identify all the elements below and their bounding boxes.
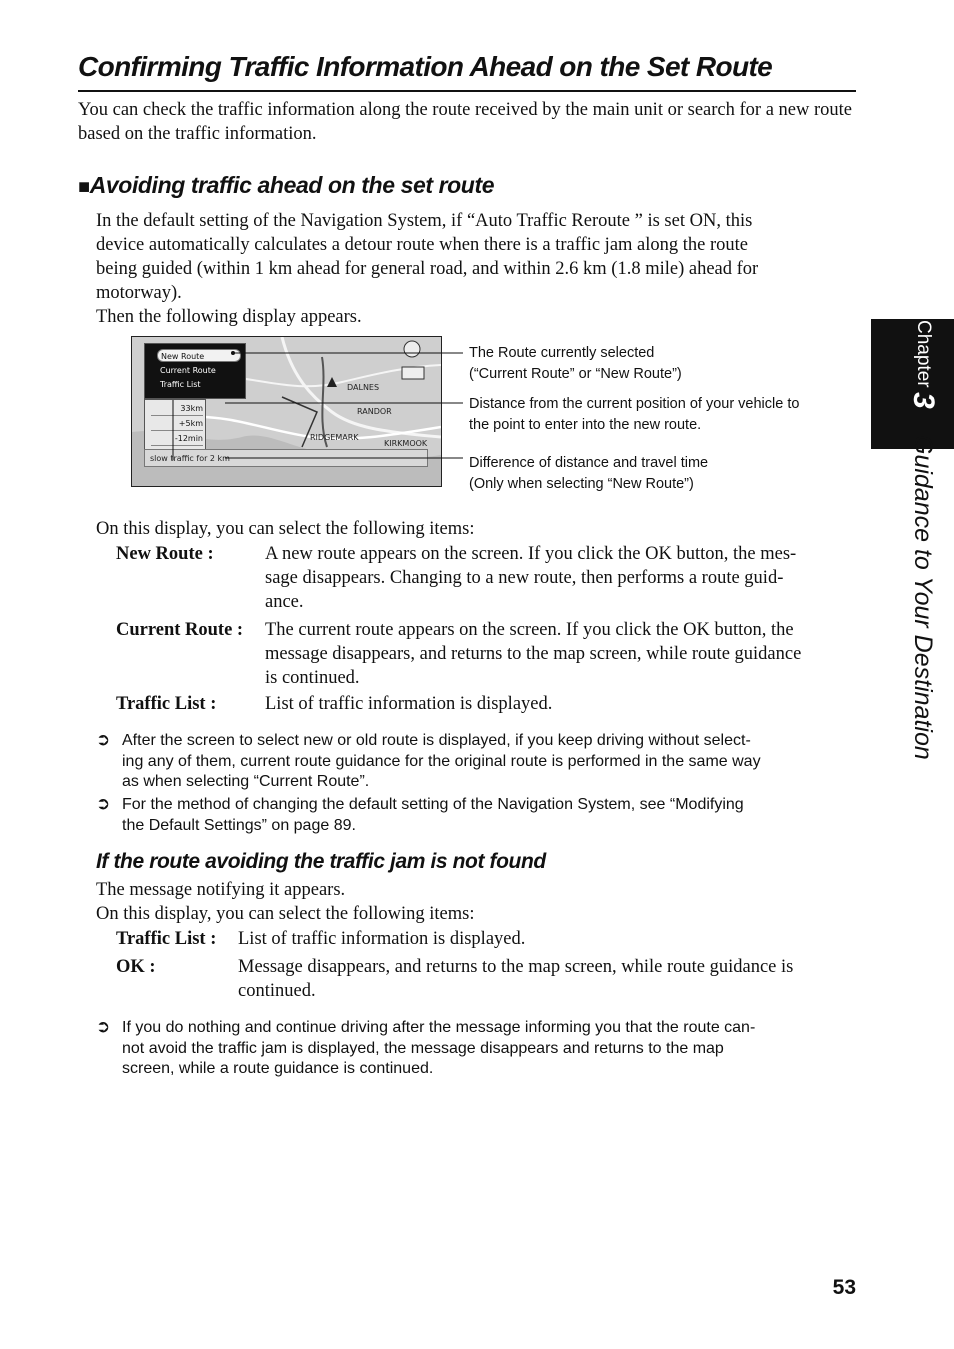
desc-line: sage disappears. Changing to a new route, then performs a route guid- — [265, 568, 784, 588]
callout-current-route — [469, 343, 849, 385]
map-label: RIDGEMARK — [310, 433, 359, 442]
callout-line: Distance from the current position of your vehicle to — [469, 396, 800, 412]
item-term: Traffic List : — [116, 694, 217, 714]
note-line: the Default Settings” on page 89. — [122, 816, 356, 834]
callout-distance — [469, 394, 859, 436]
distance-difference: +5km — [151, 417, 203, 431]
note — [122, 1018, 862, 1080]
chapter-title: Guidance to Your Destination — [909, 435, 937, 760]
chapter-tab-text — [880, 320, 940, 850]
note-line: For the method of changing the default setting of the Navigation System, see “Modifying — [122, 796, 744, 813]
intro-paragraph: You can check the traffic information along the route received by the main unit or search for a new route based on the traffic information. — [78, 100, 852, 144]
note-line: not avoid the traffic jam is displayed, the message disappears and returns to the map — [122, 1039, 724, 1057]
callout-difference — [469, 453, 849, 495]
item-current-route — [116, 618, 856, 692]
section-marker: ■ — [78, 176, 90, 198]
traffic-message-bar: slow traffic for 2 km — [144, 449, 428, 467]
select-intro: On this display, you can select the following items: — [96, 519, 475, 539]
paragraph-line: In the default setting of the Navigation System, if “Auto Traffic Reroute ” is set ON, this — [96, 211, 753, 231]
desc-line: A new route appears on the screen. If you click the OK button, the mes- — [265, 544, 797, 564]
callout-line: The Route currently selected — [469, 345, 655, 361]
subsection-line: The message notifying it appears. — [96, 880, 346, 900]
note-arrow-icon: ➲ — [96, 1017, 111, 1037]
menu-item-current-route[interactable]: Current Route — [160, 366, 216, 375]
paragraph-line: Then the following display appears. — [96, 307, 362, 327]
item-traffic-list-2 — [116, 927, 856, 955]
callout-line: (Only when selecting “New Route”) — [469, 476, 694, 492]
callout-line: (“Current Route” or “New Route”) — [469, 366, 682, 382]
item-term: OK : — [116, 957, 156, 977]
section1-paragraph — [96, 209, 866, 329]
subsection-heading: If the route avoiding the traffic jam is not found — [96, 850, 546, 873]
desc-line: continued. — [238, 981, 316, 1001]
item-desc: List of traffic information is displayed. — [238, 929, 526, 949]
item-term: Traffic List : — [116, 929, 217, 949]
callout-line: Difference of distance and travel time — [469, 455, 709, 471]
item-desc — [265, 618, 860, 690]
item-term: New Route : — [116, 544, 214, 564]
page-title: Confirming Traffic Information Ahead on the Set Route — [78, 48, 856, 92]
desc-line: Message disappears, and returns to the map screen, while route guidance is — [238, 957, 794, 977]
note-arrow-icon: ➲ — [96, 794, 111, 814]
note-line: If you do nothing and continue driving after the message informing you that the route can- — [122, 1019, 756, 1036]
items-list-1 — [116, 542, 856, 716]
menu-item-new-route[interactable]: New Route — [157, 349, 241, 362]
item-desc: List of traffic information is displayed. — [265, 694, 553, 714]
item-ok — [116, 955, 856, 1005]
section-heading-text: Avoiding traffic ahead on the set route — [89, 172, 495, 198]
map-label: RANDOR — [357, 407, 392, 416]
section-heading-avoiding — [78, 172, 494, 199]
callout-vertical-leader — [170, 400, 180, 470]
desc-line: The current route appears on the screen. If you click the OK button, the — [265, 620, 794, 640]
time-difference: -12min — [151, 432, 203, 446]
item-new-route — [116, 542, 856, 618]
item-desc — [238, 955, 858, 1003]
item-desc — [265, 542, 860, 614]
callout-line: the point to enter into the new route. — [469, 417, 702, 433]
paragraph-line: device automatically calculates a detour route when there is a traffic jam along the route — [96, 235, 749, 255]
note-line: as when selecting “Current Route”. — [122, 773, 370, 790]
desc-line: is continued. — [265, 668, 360, 688]
note-line: ing any of them, current route guidance for the original route is performed in the same way — [122, 752, 761, 770]
subsection-line: On this display, you can select the following items: — [96, 904, 475, 924]
note-arrow-icon: ➲ — [96, 730, 111, 750]
menu-item-traffic-list[interactable]: Traffic List — [160, 380, 201, 389]
chapter-number: 3 — [907, 392, 940, 409]
desc-line: ance. — [265, 592, 304, 612]
items-list-2 — [116, 927, 856, 1005]
distance-value: 33km — [151, 402, 203, 416]
paragraph-line: being guided (within 1 km ahead for general road, and within 2.6 km (1.8 mile) ahead for — [96, 259, 759, 279]
item-term: Current Route : — [116, 620, 244, 640]
note-line: After the screen to select new or old route is displayed, if you keep driving without select- — [122, 732, 751, 749]
item-traffic-list — [116, 692, 856, 716]
note-line: screen, while a route guidance is continued. — [122, 1060, 434, 1077]
callout-leaders — [225, 340, 475, 470]
page-number: 53 — [832, 1276, 856, 1299]
desc-line: message disappears, and returns to the map screen, while route guidance — [265, 644, 802, 664]
map-label: KIRKMOOK — [384, 439, 428, 448]
note — [122, 731, 862, 793]
paragraph-line: motorway). — [96, 283, 182, 303]
map-label: DALNES — [347, 383, 380, 392]
note — [122, 795, 862, 836]
chapter-label: Chapter — [913, 320, 934, 388]
